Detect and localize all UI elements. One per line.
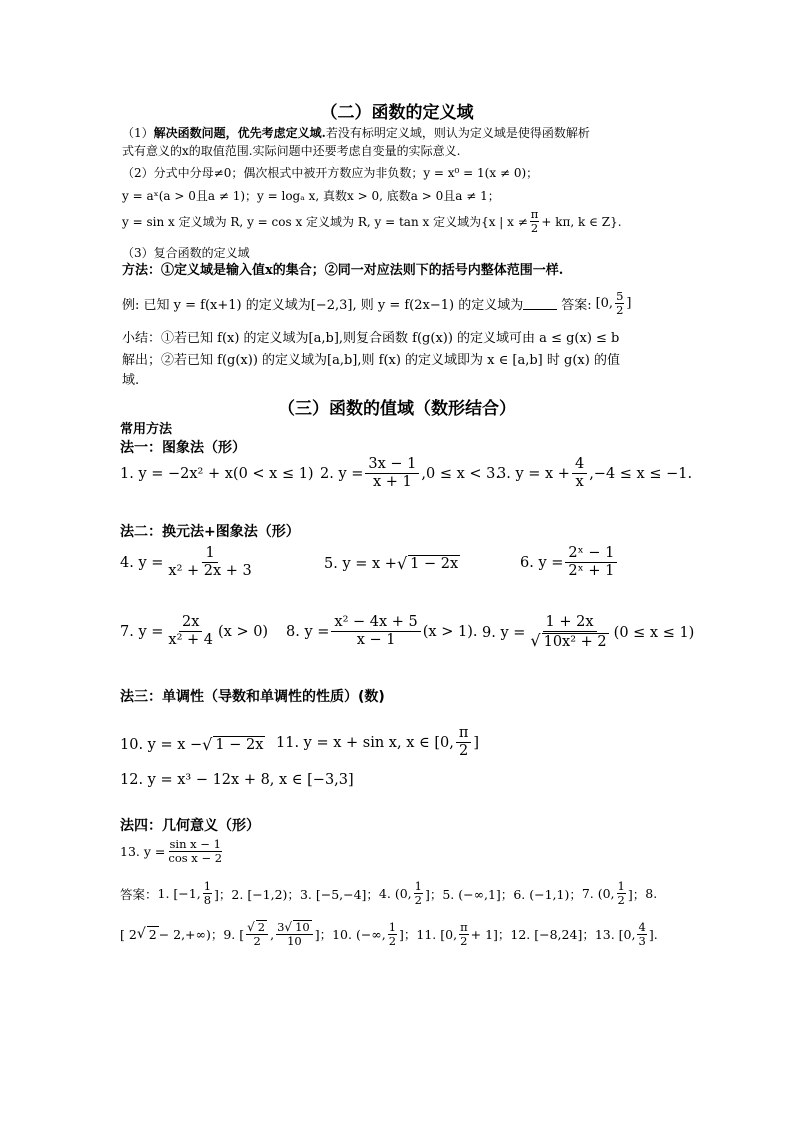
paragraph-2-line-3 — [122, 208, 622, 235]
method-4-heading: 法四：几何意义（形） — [120, 818, 260, 834]
example-line — [122, 290, 631, 317]
summary-line-3: 域. — [122, 373, 140, 388]
paragraph-3: （3）复合函数的定义域 — [122, 246, 250, 260]
paragraph-2-line-1: （2）分式中分母≠0；偶次根式中被开方数应为非负数；y = x⁰ = 1(x ≠ 0)； — [122, 166, 539, 180]
problem-7: 7. y = $\frac{2x}{\text{x² + 4}}$ (x > 0) — [120, 614, 269, 648]
answers-line-1: 答案： 1. [−1, $\frac{1}{8}$ ]； 2. [−1,2)； 3. [−5,−4]； 4. (0, $\frac{1}{2}$ ]； 5. (−∞,1]； 6. (−1,1)； 7. (0, $\frac{1}{2}$ ]； 8. — [120, 879, 658, 907]
problem-11: 11. y = x + sin x, x ∈ [0, $\frac{\pi}{2}$ ] — [276, 725, 480, 759]
sqrt-sign-icon: √ — [202, 735, 213, 754]
problem-5: 5. y = x + √ 1 − 2x — [324, 554, 459, 573]
problem-9: 9. y = $\frac{1 + 2x}{\text{√ 10x² + 2}}$ (0 ≤ x ≤ 1) — [482, 614, 695, 650]
common-methods-label: 常用方法 — [120, 422, 173, 437]
paragraph-1-bold: 解决函数问题，优先考虑定义域. — [153, 126, 326, 140]
answers-label: 答案： — [120, 886, 158, 902]
problem-7-fraction: $\frac{2x}{\text{x² + 4}}$ — [168, 614, 213, 648]
example-text: 例: 已知 y = f(x+1) 的定义域为[−2,3], 则 y = f(2x−1) 的定义域为 — [122, 298, 524, 313]
example-answer-label: 答案: — [561, 298, 592, 313]
paragraph-1-lead: （1） — [122, 126, 154, 140]
problem-6: 6. y = $\frac{\text{2ˣ − 1}}{\text{2ˣ + 1}}$ — [520, 545, 619, 580]
sqrt-sign-icon: √ — [396, 554, 408, 573]
method-3-heading: 法三：单调性（导数和单调性的性质）(数) — [120, 689, 385, 705]
problem-3-fraction: $\frac{4}{x}$ — [572, 456, 587, 491]
problem-12: 12. y = x³ − 12x + 8, x ∈ [−3,3] — [120, 772, 354, 788]
problem-6-fraction: $\frac{\text{2ˣ − 1}}{\text{2ˣ + 1}}$ — [565, 545, 617, 580]
section-title-domain: （二）函数的定义域 — [320, 103, 474, 123]
summary-line-2: 解出；②若已知 f(g(x)) 的定义域为[a,b],则 f(x) 的定义域即为 x ∈ [a,b] 时 g(x) 的值 — [122, 353, 620, 368]
paragraph-1-line-2: 式有意义的x的取值范围.实际问题中还要考虑自变量的实际意义. — [122, 144, 461, 158]
problem-9-fraction: $\frac{1 + 2x}{\text{√ 10x² + 2}}$ — [530, 614, 607, 650]
problem-2-fraction: $\frac{3x - 1}{x + 1}$ — [365, 456, 419, 491]
sqrt-sign-icon: √ — [284, 920, 293, 934]
paragraph-1-line-1 — [122, 124, 590, 142]
trig-domain-text: y = sin x 定义域为 R, y = cos x 定义域为 R, y = tan x 定义域为{x | x ≠ — [122, 215, 528, 229]
paragraph-2-line-2: y = aˣ(a > 0且a ≠ 1)；y = logₐ x, 真数x > 0, 底数a > 0且a ≠ 1； — [122, 189, 500, 203]
method-2-heading: 法二：换元法+图象法（形） — [120, 524, 300, 540]
problem-3: 3. y = x + $\frac{4}{x}$ ,−4 ≤ x ≤ −1. — [497, 456, 693, 490]
problem-4: 4. y = $\frac{1}{\text{x² + 2x + 3}}$ — [120, 545, 257, 580]
problem-4-fraction: $\frac{1}{\text{x² + 2x + 3}}$ — [168, 545, 252, 579]
problem-13-fraction: $\frac{\text{sin x − 1}}{\text{cos x − 2}}$ — [168, 837, 223, 865]
problem-1: 1. y = −2x² + x(0 < x ≤ 1) — [120, 466, 314, 482]
example-answer-end: ] — [626, 296, 632, 311]
sqrt-sign-icon: √ — [530, 631, 541, 650]
method-1-heading: 法一：图象法（形） — [120, 440, 246, 456]
summary-line-1: 小结：①若已知 f(x) 的定义域为[a,b],则复合函数 f(g(x)) 的定义域可由 a ≤ g(x) ≤ b — [122, 331, 620, 346]
method-line: 方法：①定义域是输入值x的集合；②同一对应法则下的括号内整体范围一样. — [122, 263, 564, 278]
problem-8-fraction: $\frac{\text{x² − 4x + 5}}{x - 1}$ — [331, 614, 420, 649]
pi-over-2-fraction: $\frac{\pi}{2}$ — [530, 207, 539, 235]
problem-8: 8. y = $\frac{\text{x² − 4x + 5}}{x - 1}$ (x > 1). — [286, 614, 478, 648]
example-answer-start: [0, — [595, 296, 614, 311]
problem-13: 13. y = $\frac{\text{sin x − 1}}{\text{cos x − 2}}$ — [120, 837, 223, 865]
example-blank — [523, 297, 557, 310]
example-answer-fraction: $\frac{5}{2}$ — [616, 289, 624, 317]
sqrt-sign-icon: √ — [136, 926, 146, 942]
sqrt-sign-icon: √ — [247, 920, 255, 934]
problem-11-fraction: $\frac{\pi}{2}$ — [456, 725, 472, 760]
problem-2: 2. y = $\frac{3x - 1}{x + 1}$ ,0 ≤ x < 3. — [320, 456, 500, 490]
problem-10: 10. y = x − √ 1 − 2x — [120, 735, 264, 754]
trig-domain-tail: + kπ, k ∈ Z}. — [541, 214, 622, 229]
paragraph-1-rest: 若没有标明定义域，则认为定义域是使得函数解析 — [325, 126, 590, 140]
answers-line-2: [ 2 √ 2 − 2,+∞)； 9. [ $\frac{√ 2}{2}$ , $\frac{3√ 10}{10}$ ]； 10. (−∞, $\frac{1}{2}$ ]； 11. [0, $\frac{\pi}{2}$ + 1]； 12. [−8,24]； 13. [0, $\frac{4}{3}$ ]. — [120, 919, 658, 948]
section-title-range: （三）函数的值域（数形结合） — [278, 399, 516, 419]
